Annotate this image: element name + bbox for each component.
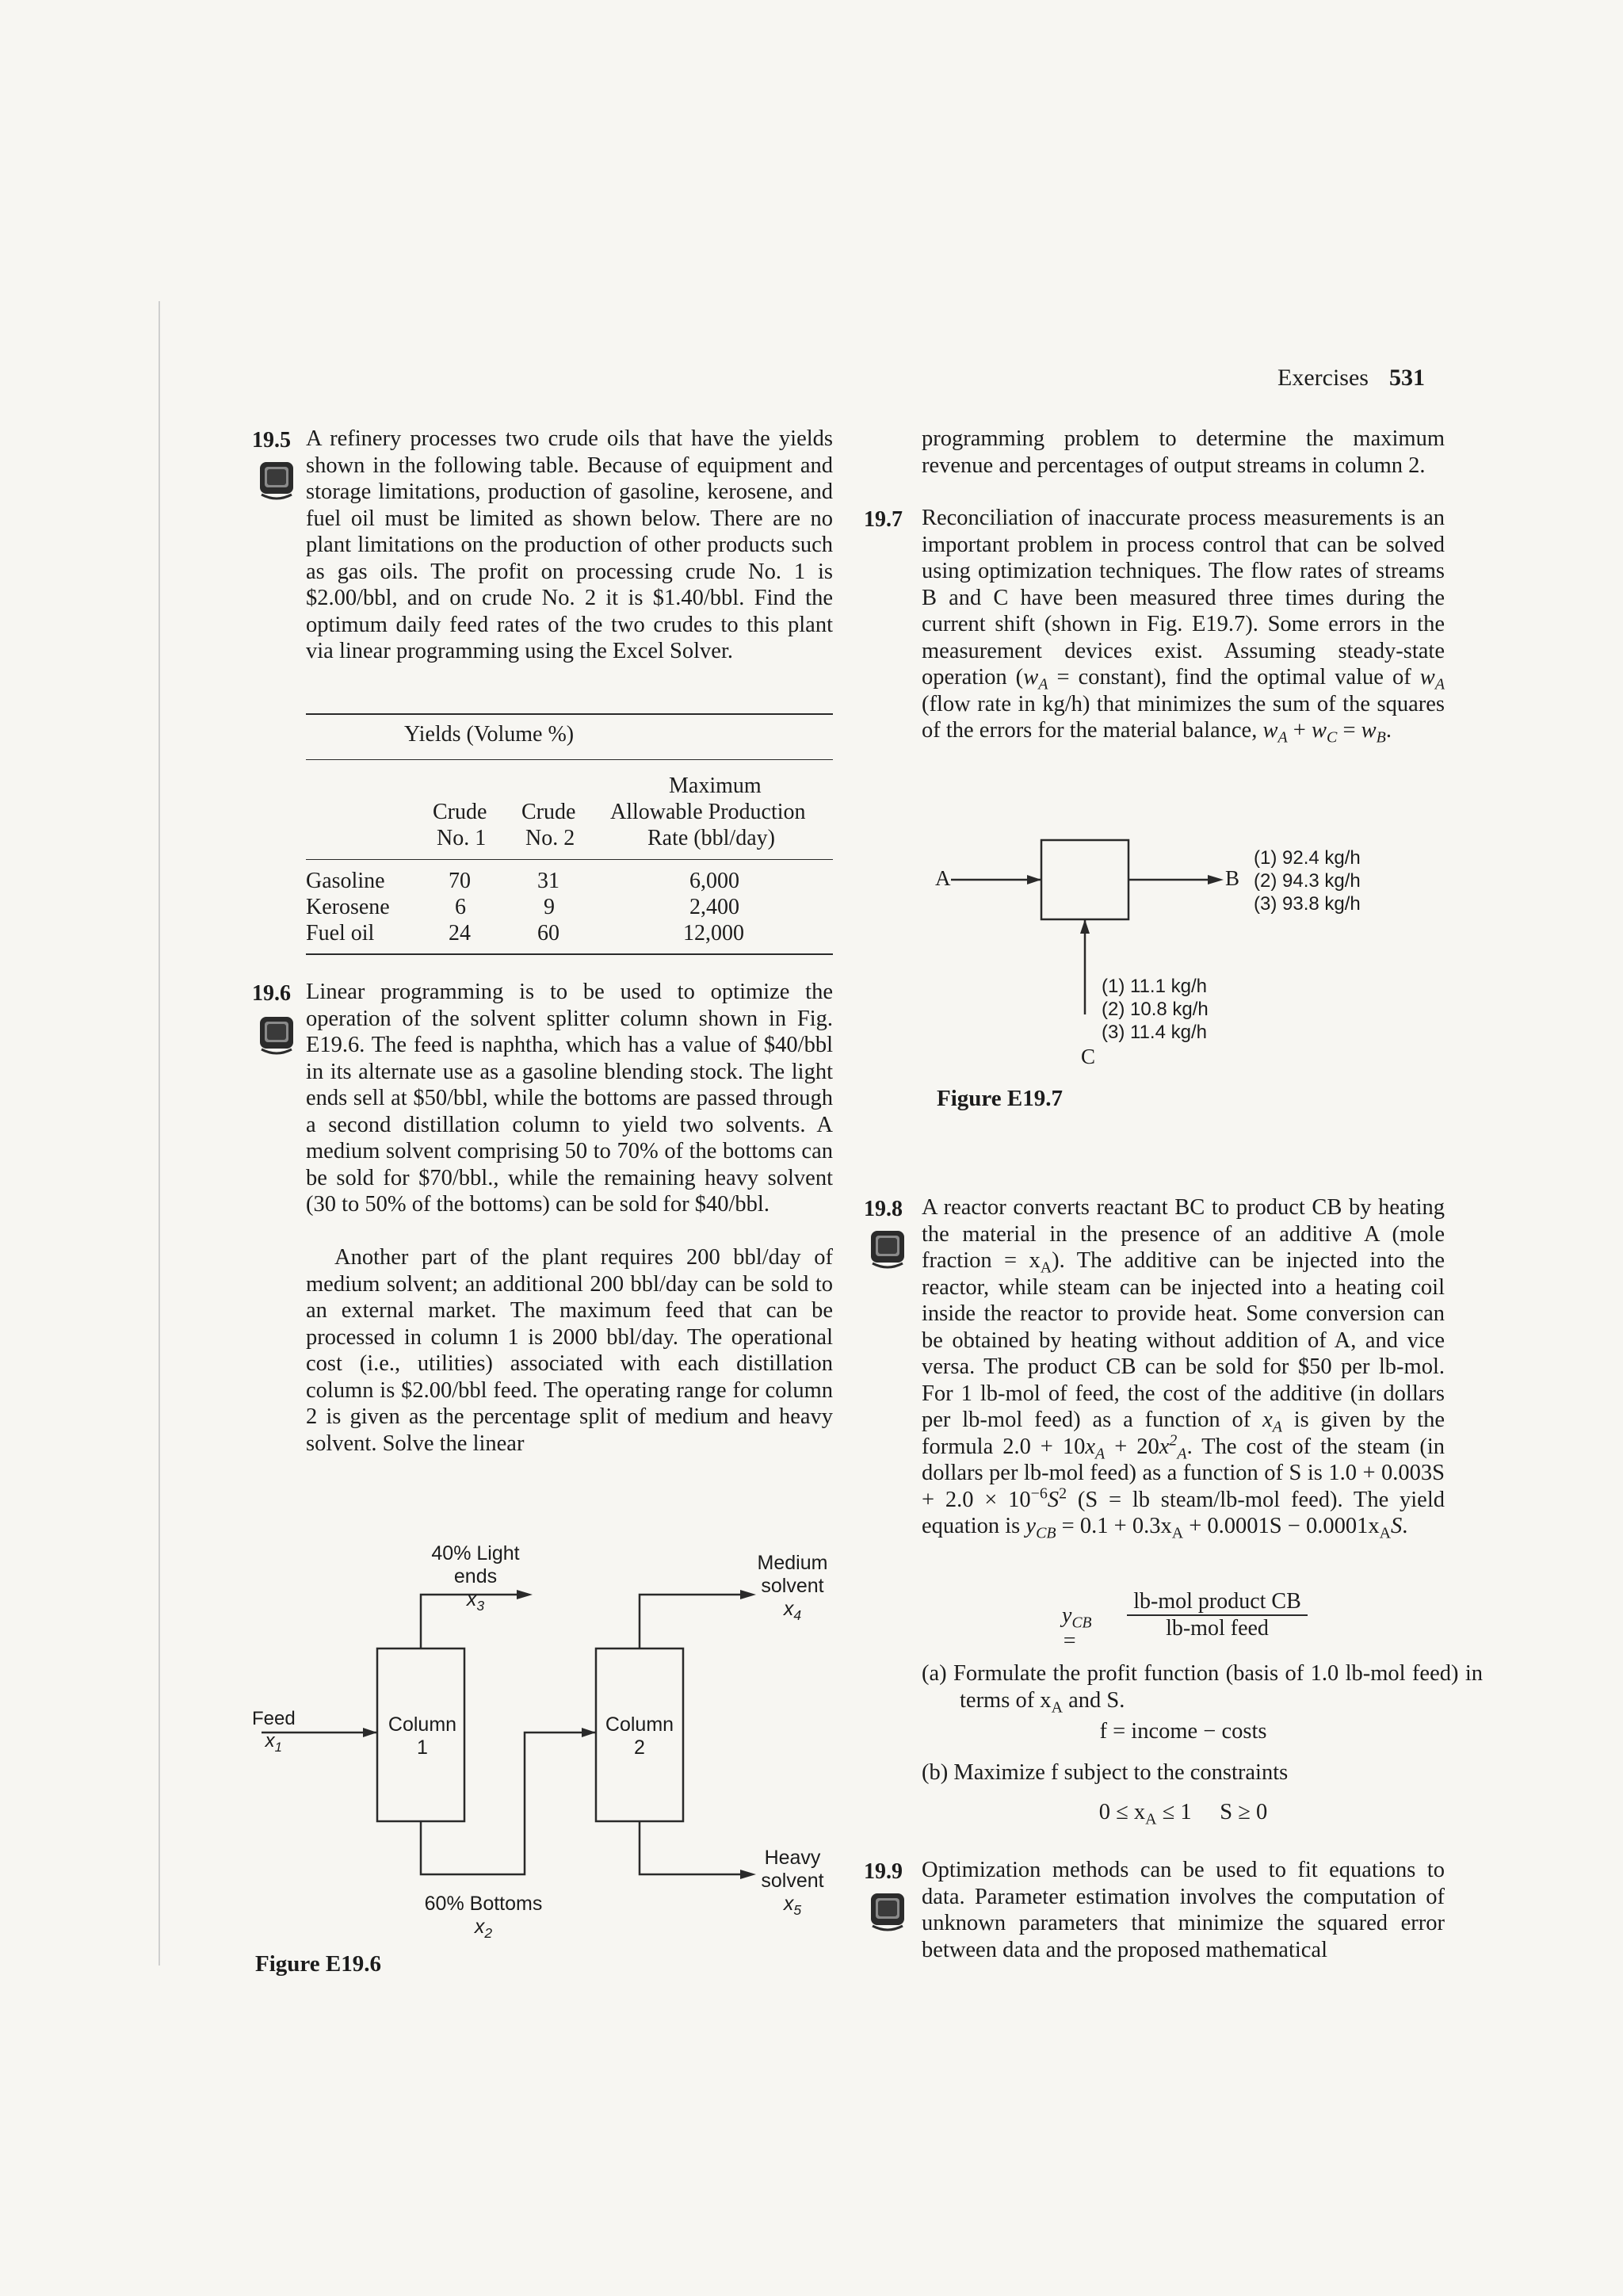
problem-19-9-text: Optimization methods can be used to fit equations to data. Parameter estimation involves the computation of unknown parameters that minimize the squared error between data and the proposed mathematical <box>922 1858 1445 1962</box>
problem-number-19-8: 19.8 <box>864 1197 903 1221</box>
problem-19-6-para2: Another part of the plant requires 200 bbl/day of medium solvent; an additional 200 bbl/day can be sold to an external market. The maximum feed that can be processed in column 1 is 2000 bbl/day. The operational cost (i.e., utilities) associated with each distillation column is $2.00/bbl feed. The operating range for column 2 is given as the percentage split of medium and heavy solvent. Solve the linear <box>306 1245 833 1456</box>
b-measurements <box>1254 846 1361 915</box>
p19-8-yield-eq-b: + 0.0001S − 0.0001x <box>1183 1514 1380 1538</box>
col-rate: Rate (bbl/day) <box>647 826 775 850</box>
c-meas-3: (3) 11.4 kg/h <box>1102 1022 1207 1043</box>
row-max: 12,000 <box>683 921 744 946</box>
constraints-a: 0 ≤ x <box>1098 1800 1146 1824</box>
row-product: Gasoline <box>306 869 385 893</box>
label-a: A <box>935 866 951 890</box>
table-title: Yields (Volume %) <box>404 722 575 747</box>
column-1-number: 1 <box>417 1736 428 1759</box>
label-c: C <box>1081 1045 1096 1068</box>
part-a-text2: and S. <box>1062 1687 1125 1713</box>
profit-equation: f = income − costs <box>1099 1719 1267 1744</box>
heavy-x5: $x_5$ <box>783 1893 802 1918</box>
problem-19-6-continued: programming problem to determine the maximum revenue and percentages of output streams in column 2. <box>922 426 1445 478</box>
problem-number-19-5: 19.5 <box>252 428 291 453</box>
col-crude2-a: Crude <box>521 800 576 824</box>
bottoms-x2: $x_2$ <box>474 1916 493 1941</box>
light-ends-line2: ends <box>453 1565 498 1587</box>
light-ends-line1: 40% Light <box>431 1542 520 1564</box>
row-c2: 9 <box>544 895 555 919</box>
part-a: (a) Formulate the profit function (basis of 1.0 lb-mol feed) in terms of $x_A$ and S. <box>922 1661 1483 1717</box>
p19-8-part4: + 20 <box>1105 1434 1159 1459</box>
problem-number-19-6: 19.6 <box>252 981 291 1006</box>
c-meas-2: (2) 10.8 kg/h <box>1102 999 1209 1020</box>
row-product: Kerosene <box>306 895 390 919</box>
p19-7-part1: Reconciliation of inaccurate process measurements is an important problem in process control that can be solved using optimization techniques. The flow rates of streams B and C have been measured three times during the current shift (shown in Fig. E19.7). Some errors in the measurement devices exist. Assuming steady-state operation ( <box>922 506 1445 690</box>
row-max: 6,000 <box>689 869 739 893</box>
col-crude2-b: No. 2 <box>525 826 575 850</box>
table-rule-top <box>306 713 833 715</box>
column-1-text: Column <box>388 1713 457 1736</box>
fraction-denominator: lb-mol feed <box>1166 1616 1269 1641</box>
row-c2: 60 <box>537 921 559 946</box>
col-crude1-b: No. 1 <box>437 826 487 850</box>
yield-table <box>306 713 833 959</box>
part-b: (b) Maximize f subject to the constraints <box>922 1760 1289 1785</box>
constraints: $0 \le x_A \le 1$ S ≥ 0 <box>1098 1800 1268 1828</box>
p19-8-part1: A reactor converts reactant BC to product CB by heating the material in the presence of an additive A (mole fraction = x <box>922 1195 1445 1273</box>
table-rule-mid <box>306 859 833 860</box>
cd-icon <box>866 1228 909 1271</box>
row-c2: 31 <box>537 869 559 893</box>
row-c1: 6 <box>455 895 466 919</box>
problem-number-19-9: 19.9 <box>864 1859 903 1884</box>
column-1-label <box>379 1713 466 1759</box>
problem-number-19-7: 19.7 <box>864 507 903 532</box>
fraction-numerator: lb-mol product CB <box>1133 1589 1301 1614</box>
table-rule-header <box>306 759 833 760</box>
running-head: Exercises <box>1277 365 1369 391</box>
p19-8-part2: ). The additive can be injected into the reactor, while steam can be injected into a heating coil inside the reactor to provide heat. Some conversion can be obtained by heating without addition of A, and vice versa. The product CB can be sold for $50 per lb-mol. For 1 lb-mol of feed, the cost of the additive (in dollars per lb-mol feed) as a function of <box>922 1248 1445 1432</box>
p19-7-part2: = constant), find the optimal value of <box>1048 665 1420 690</box>
page-number: 531 <box>1388 365 1425 391</box>
c-meas-1: (1) 11.1 kg/h <box>1102 976 1207 997</box>
arrow-b <box>1208 875 1224 884</box>
cd-icon <box>255 460 298 502</box>
medium-line2: solvent <box>761 1575 824 1597</box>
p19-8-part3: is given by the formula 2.0 + 10 <box>922 1408 1445 1459</box>
arrow-feed <box>363 1728 377 1737</box>
bottoms-label <box>412 1893 555 1939</box>
problem-19-6-para1: Linear programming is to be used to optimize the operation of the solvent splitter column shown in Fig. E19.6. The feed is naphtha, which has a value of $40/bbl in its alternate use as a gasoline blending stock. The light ends sell at $50/bbl, while the bottoms are passed through a second distillation column to yield two solvents. A medium solvent comprising 50 to 70% of the bottoms can be sold for $70/bbl., while the remaining heavy solvent (30 to 50% of the bottoms) can be sold for $40/bbl. <box>306 980 833 1217</box>
arrow-c <box>1080 919 1090 934</box>
c-measurements <box>1102 975 1209 1044</box>
scan-edge <box>158 301 170 1966</box>
row-max: 2,400 <box>689 895 739 919</box>
b-meas-2: (2) 94.3 kg/h <box>1254 870 1361 892</box>
heavy-solvent-label <box>749 1847 836 1916</box>
p19-8-part5: . The cost of the steam (in dollars per lb-mol feed) as a function of S is 1.0 + 0.003S + 2.0 × 10 <box>922 1434 1445 1512</box>
heavy-line2: solvent <box>761 1870 824 1892</box>
row-product: Fuel oil <box>306 921 375 946</box>
column-2-text: Column <box>605 1713 674 1736</box>
cd-icon <box>255 1014 298 1057</box>
medium-solvent-label <box>749 1552 836 1621</box>
constraints-b: ≤ 1 S ≥ 0 <box>1156 1800 1268 1824</box>
figure-e19-7-caption: Figure E19.7 <box>937 1086 1063 1111</box>
feed-x1: $x_1$ <box>265 1730 283 1755</box>
problem-19-8-text: A reactor converts reactant BC to product CB by heating the material in the presence of an additive A (mole fraction = $x_A$). The additive can be injected into the reactor, while steam can be injected into a heating coil inside the reactor to provide heat. Some conversion can be obtained by heating without addition of A, and vice versa. The product CB can be sold for $50 per lb-mol. For 1 lb-mol of feed, the cost of the additive (in dollars per lb-mol feed) as a function of $x_A$ is given by the formula $2.0 + 10x_A + 20x^2_A$. The cost of the steam (in dollars per lb-mol feed) as a function of S is $1.0 + 0.003S + 2.0 \times 10^{-6}S^2$ (S = lb steam/lb-mol feed). The yield equation is $y_{CB} = 0.1 + 0.3x_A + 0.0001S - 0.0001x_AS$. <box>922 1195 1445 1542</box>
arrow-a <box>1027 875 1041 884</box>
col-crude1-a: Crude <box>433 800 487 824</box>
row-c1: 70 <box>449 869 471 893</box>
medium-x4: $x_4$ <box>783 1598 802 1623</box>
b-meas-3: (3) 93.8 kg/h <box>1254 893 1361 915</box>
medium-line1: Medium <box>757 1552 828 1574</box>
cd-icon <box>866 1891 909 1934</box>
page-header <box>1277 365 1425 392</box>
p19-8-part6: (S = lb steam/lb-mol feed). The yield equation is <box>922 1487 1445 1538</box>
p19-8-yield-eq: = 0.1 + 0.3x <box>1056 1514 1172 1538</box>
table-rule-bottom <box>306 953 833 955</box>
light-ends-label <box>420 1542 531 1614</box>
col-maximum: Maximum <box>669 774 762 798</box>
col-allowable: Allowable Production <box>610 800 806 824</box>
problem-19-7-text: Reconciliation of inaccurate process measurements is an important problem in process control that can be solved using optimization techniques. The flow rates of streams B and C have been measured three times during the current shift (shown in Fig. E19.7). Some errors in the measurement devices exist. Assuming steady-state operation ($w_A$ = constant), find the optimal value of $w_A$ (flow rate in kg/h) that minimizes the sum of the squares of the errors for the material balance, $w_A + w_C = w_B$. <box>922 506 1445 747</box>
row-c1: 24 <box>449 921 471 946</box>
process-box <box>1041 840 1128 919</box>
figure-e19-6-caption: Figure E19.6 <box>255 1951 381 1977</box>
feed-label <box>252 1708 296 1755</box>
b-meas-1: (1) 92.4 kg/h <box>1254 847 1361 869</box>
column-2-label <box>596 1713 683 1759</box>
feed-text: Feed <box>252 1708 296 1729</box>
part-a-text: (a) Formulate the profit function (basis of 1.0 lb-mol feed) in terms of x <box>922 1661 1483 1713</box>
label-b: B <box>1225 866 1240 890</box>
arrow-col2-feed <box>582 1728 596 1737</box>
light-ends-x3: $x_3$ <box>466 1588 485 1614</box>
p19-7-part3: (flow rate in kg/h) that minimizes the sum of the squares of the errors for the material balance, <box>922 691 1445 743</box>
bottoms-text: 60% Bottoms <box>424 1893 543 1915</box>
column-2-number: 2 <box>634 1736 645 1759</box>
problem-19-5-text: A refinery processes two crude oils that have the yields shown in the following table. Because of equipment and storage limitations, production of gasoline, kerosene, and fuel oil must be limited as shown below. There are no plant limitations on the production of other products such as gas oils. The profit on processing crude No. 1 is $2.00/bbl, and on crude No. 2 it is $1.40/bbl. Find the optimum daily feed rates of the two crudes to this plant via linear programming using the Excel Solver. <box>306 426 833 663</box>
heavy-line1: Heavy <box>764 1847 821 1869</box>
